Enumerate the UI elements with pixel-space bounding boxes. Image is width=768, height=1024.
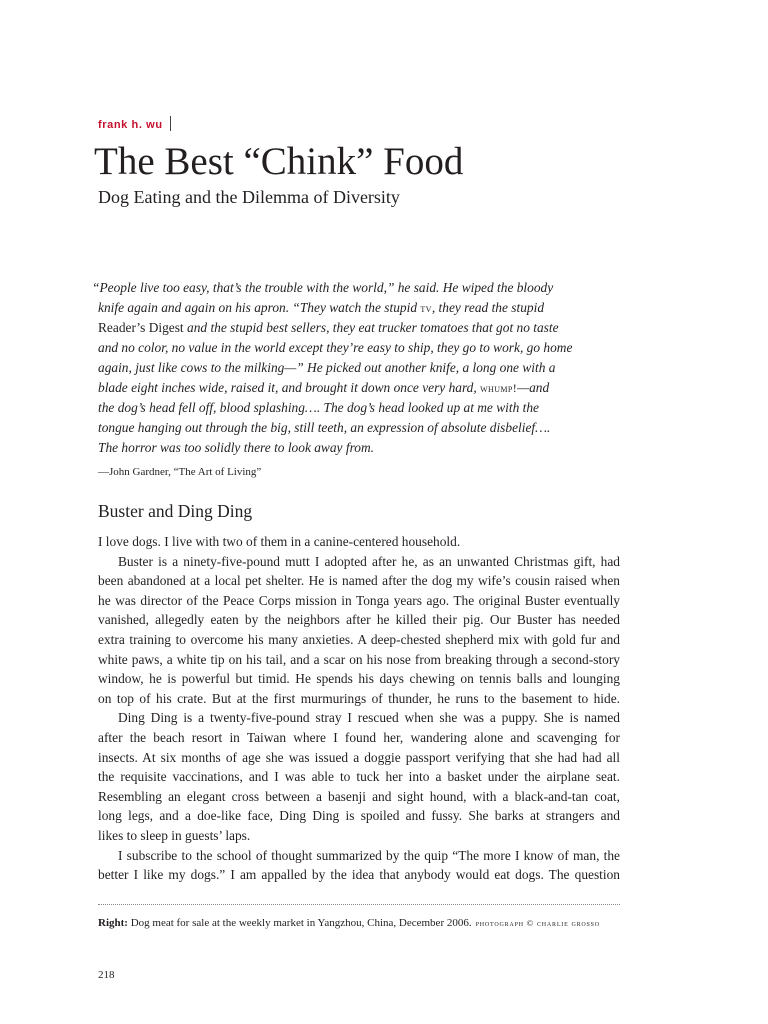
body-line: likes to sleep in guests’ laps.	[98, 827, 251, 843]
body-line: extra training to overcome his many anxieties. A deep-chested shepherd mix with gold fur and	[98, 631, 620, 647]
article-title: The Best “Chink” Food	[94, 140, 464, 183]
epigraph-line: knife again and again on his apron. “They watch the stupid tv, they read the stupid	[98, 300, 545, 315]
body-line: white paws, a white tip on his tail, and a scar on his nose from breaking through a second-story	[98, 651, 620, 667]
epigraph-line: tongue hanging out through the big, still teeth, an expression of absolute disbelief….	[98, 420, 551, 435]
photo-caption	[98, 916, 600, 930]
author-divider	[170, 116, 171, 131]
body-line: long legs, and a doe-like face, Ding Ding is spoiled and fussy. She barks at strangers and	[98, 808, 620, 824]
body-line: Resembling an elegant cross between a basenji and sight hound, with a black-and-tan coat,	[98, 788, 620, 804]
epigraph-line: again, just like cows to the milking—” He picked out another knife, a long one with a	[98, 360, 556, 375]
body-text	[98, 532, 620, 885]
body-line: after the beach resort in Taiwan where I found her, wandering alone and scavenging for	[98, 729, 620, 745]
body-line: he was director of the Peace Corps mission in Tonga years ago. The original Buster eventually	[98, 592, 620, 608]
caption-label: Right:	[98, 917, 128, 929]
epigraph-line: blade eight inches wide, raised it, and brought it down once very hard, whump!—and	[98, 380, 550, 395]
epigraph-attribution: —John Gardner, “The Art of Living”	[98, 466, 262, 478]
body-line: the requisite vaccinations, and I was able to tuck her into a basket under the airplane seat.	[98, 769, 620, 785]
body-line: window, he is powerful but timid. He spends his days chewing on tennis balls and lounging	[98, 671, 620, 687]
body-line: I subscribe to the school of thought summarized by the quip “The more I know of man, the	[118, 847, 620, 863]
body-line: Ding Ding is a twenty-five-pound stray I rescued when she was a puppy. She is named	[118, 710, 620, 726]
caption-text: Dog meat for sale at the weekly market in Yangzhou, China, December 2006.	[127, 917, 472, 929]
epigraph	[92, 278, 612, 458]
body-line: vanished, allegedly eaten by the neighbors after he killed their pig. Our Buster has needed	[98, 612, 620, 628]
page-number: 218	[98, 969, 115, 981]
body-line: been abandoned at a local pet shelter. He is named after the dog my wife’s cousin raised when	[98, 573, 620, 589]
caption-divider	[98, 904, 620, 905]
epigraph-line: the dog’s head fell off, blood splashing…. The dog’s head looked up at me with the	[98, 400, 539, 415]
epigraph-line: and no color, no value in the world except they’re easy to ship, they go to work, go home	[98, 340, 573, 355]
epigraph-line: “People live too easy, that’s the trouble with the world,” he said. He wiped the bloody	[92, 280, 554, 295]
author-name: frank h. wu	[98, 116, 171, 131]
epigraph-line: The horror was too solidly there to look away from.	[98, 440, 374, 455]
body-line: better I like my dogs.” I am appalled by the idea that anybody would eat dogs. The question	[98, 867, 620, 883]
body-line: Buster is a ninety-five-pound mutt I adopted after he, as an unwanted Christmas gift, had	[118, 553, 620, 569]
photo-credit: photograph © charlie grosso	[475, 918, 600, 928]
body-line: I love dogs. I live with two of them in a canine-centered household.	[98, 534, 461, 549]
article-subtitle: Dog Eating and the Dilemma of Diversity	[98, 187, 400, 207]
section-heading: Buster and Ding Ding	[98, 501, 253, 521]
epigraph-line: Reader’s Digest and the stupid best sellers, they eat trucker tomatoes that got no taste	[98, 320, 559, 335]
body-line: on top of his crate. But at the first murmurings of thunder, he runs to the basement to hide.	[98, 690, 620, 706]
body-line: insects. At six months of age she was issued a doggie passport verifying that she had had all	[98, 749, 620, 765]
